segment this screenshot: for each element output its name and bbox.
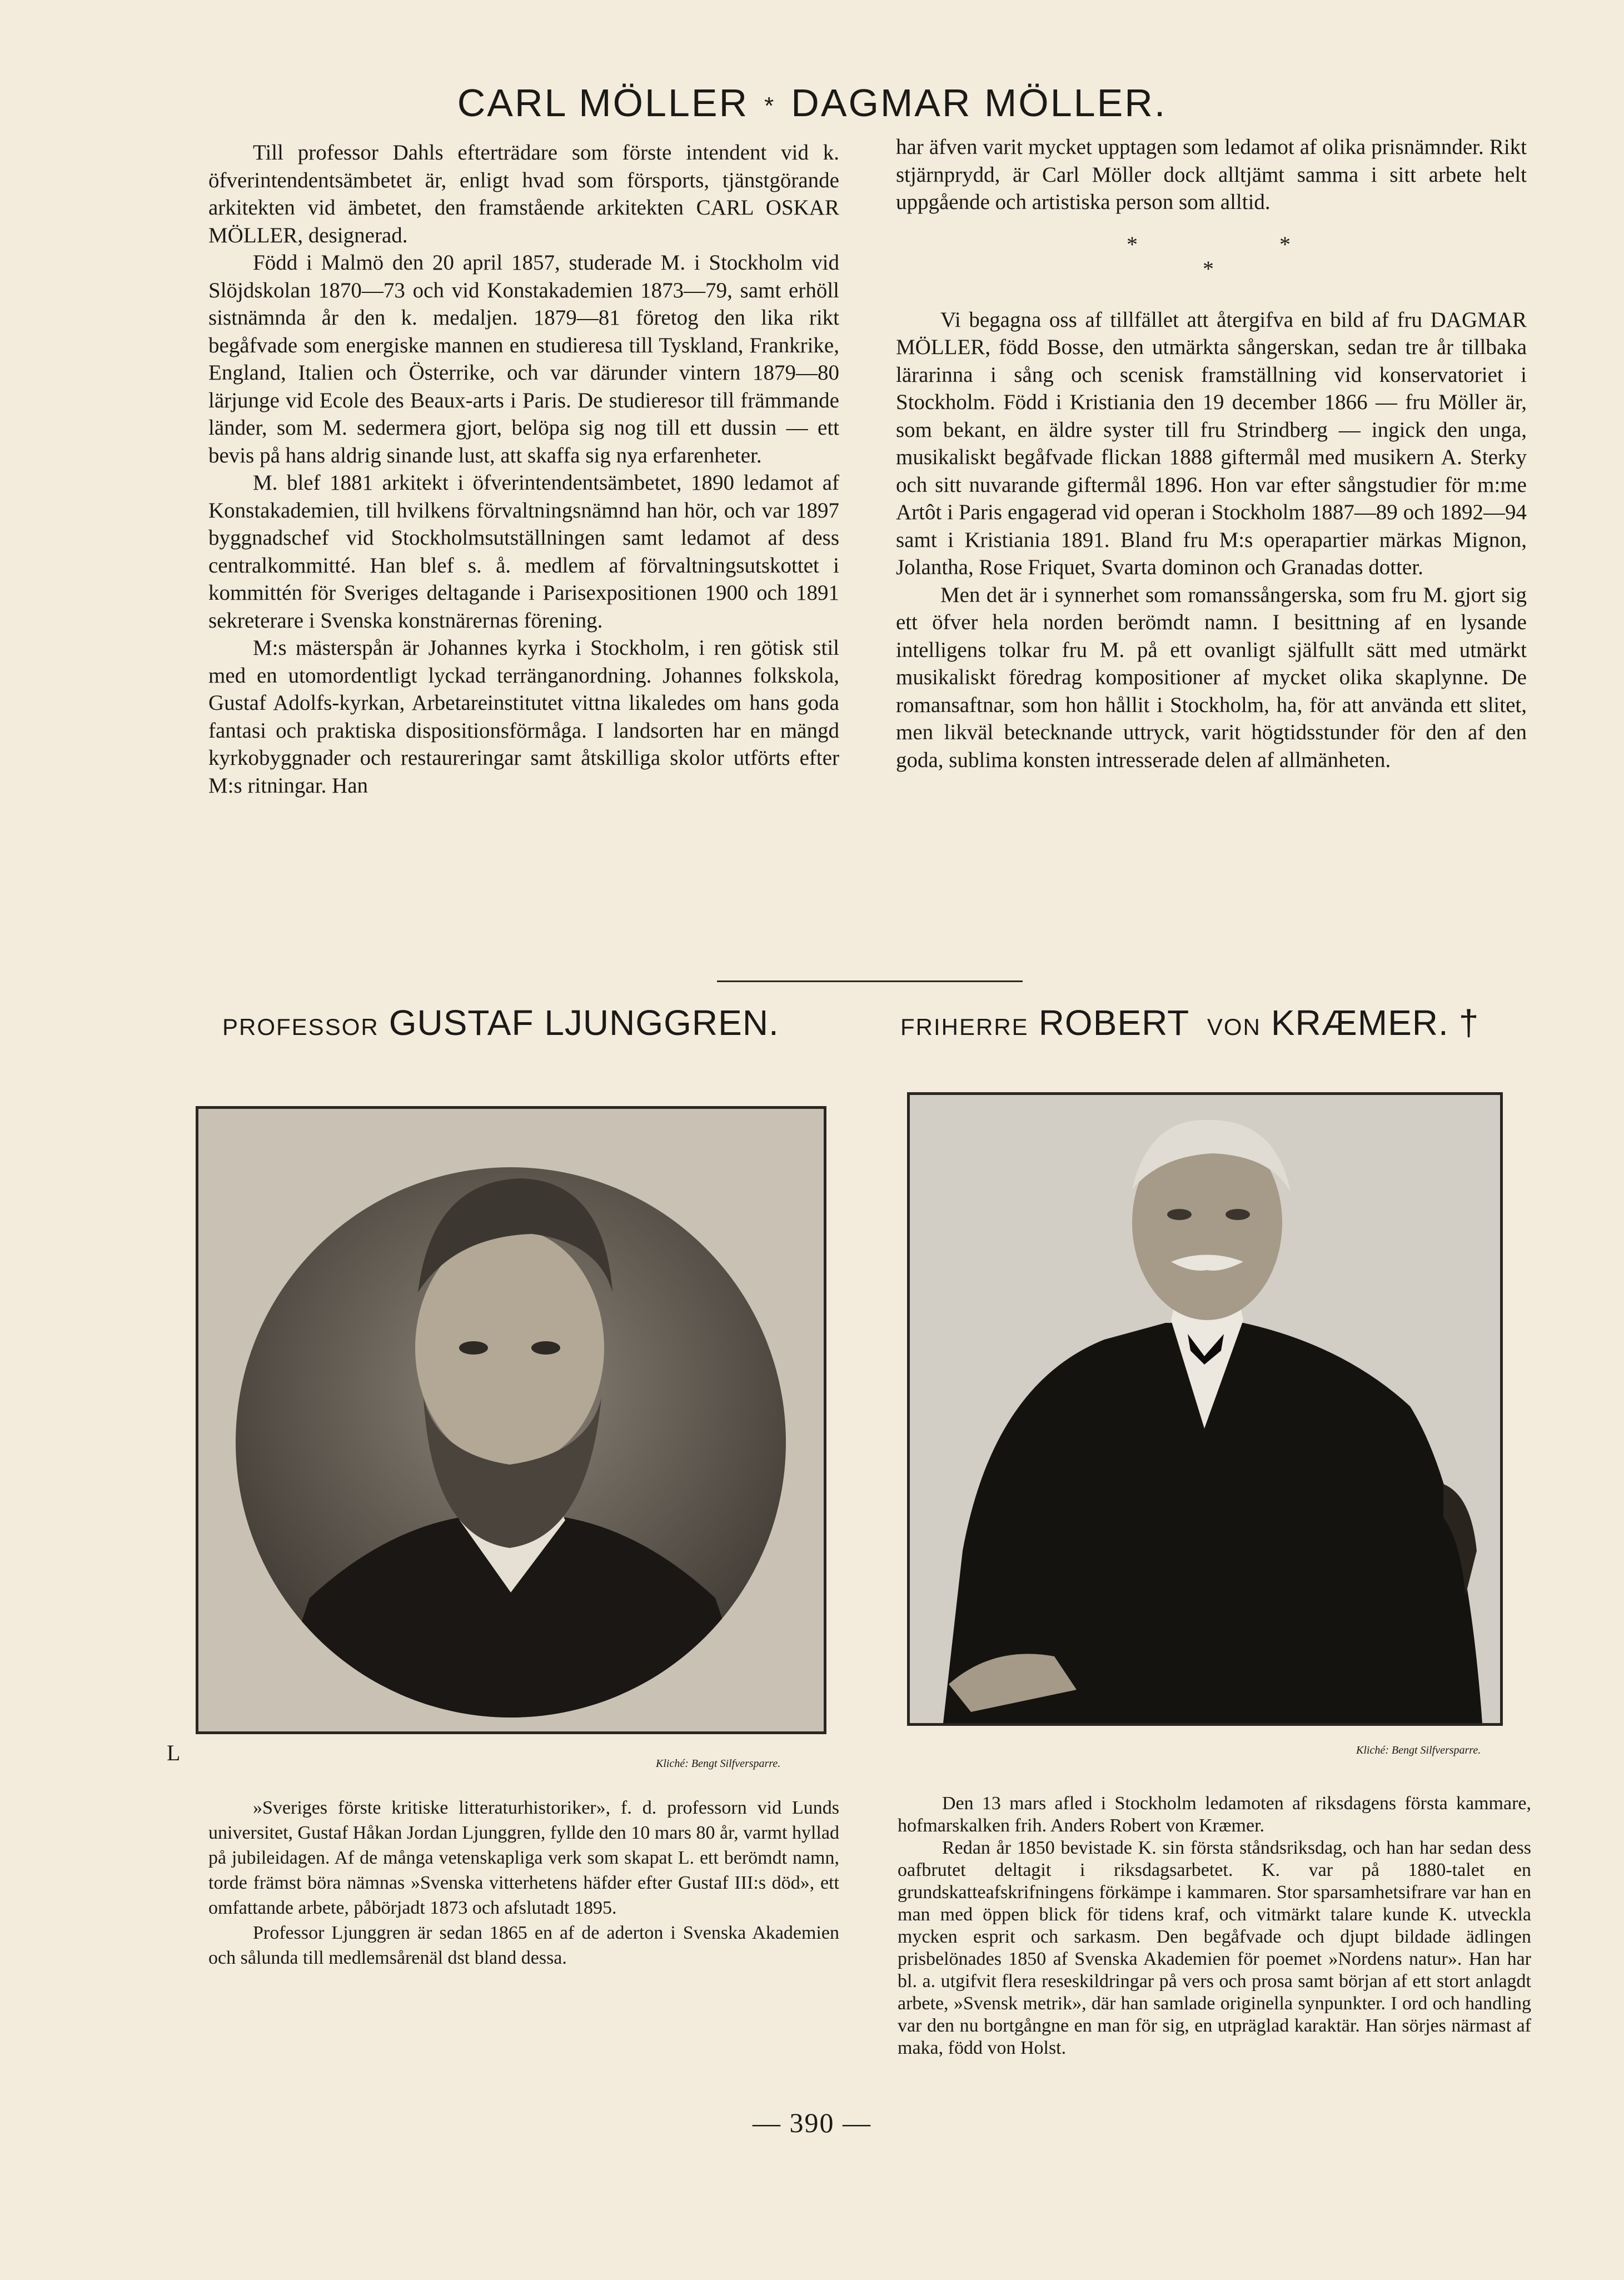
caption-ljunggren: [208, 1795, 839, 1970]
divider-rule: [717, 980, 1023, 982]
title-star: *: [764, 92, 776, 120]
article-paragraph: Född i Malmö den 20 april 1857, studerade M. i Stockholm vid Slöjdskolan 1870—73 och vid Konstakademien 1873—79, samt erhöll sistnämnda år den k. medaljen. 1879—81 företog den lika rikt begåfvade som energiske mannen en studieresa till Tyskland, Frankrike, England, Italien och Österrike, och var därunder vintern 1879—80 lärjunge vid Ecole des Beaux-arts i Paris. De studieresor till främmande länder, som M. sedermera gjort, belöpa sig nog till ett dussin — ett bevis på hans aldrig sinande lust, att skaffa sig nya erfarenheter.: [208, 251, 839, 467]
asterisk: *: [1203, 256, 1214, 281]
article-paragraph: Till professor Dahls efterträdare som förste intendent vid k. öfverintendentsämbetet är, enligt hvad som försports, tjänstgörande arkitekten vid ämbetet, den framstående arkitekten CARL OSKAR MÖLLER, designerad.: [208, 141, 839, 247]
heading-von: VON: [1207, 1014, 1261, 1040]
caption-paragraph: Redan år 1850 bevistade K. sin första ståndsriksdag, och han har sedan dess oafbrutet deltagit i riksdagsarbetet. K. var på 1880-talet en grundskatteafskrifningens förkämpe i kammaren. Stor sparsamhetsifrare var han en man med öppen blick för tidens kraf, och vitmärkt talare kunde K. utveckla mycken esprit och sarkasm. Den begåfvade och djupt bildade ädlingen prisbelönades 1850 af Svenska Akademien för poemet »Nordens natur». Han har bl. a. utgifvit flera reseskildringar på vers och prosa samt början af ett stort anlagdt arbete, »Svensk metrik», där han samlade originella synpunkter. I ord och handling var den nu bortgångne en man för sig, en utpräglad karaktär. Han sörjes närmast af maka, född von Holst.: [898, 1838, 1531, 2058]
caption-paragraph: »Sveriges förste kritiske litteraturhistoriker», f. d. professorn vid Lunds universitet, Gustaf Håkan Jordan Ljunggren, fyllde den 10 mars 80 år, varmt hyllad på jubileidagen. Af de många vetenskapliga verk som skapat L. ett berömdt namn, torde främst böra nämnas »Svenska vitterhetens häfder efter Gustaf III:s död», ett omfattande arbete, påbörjadt 1873 och afslutadt 1895.: [208, 1798, 839, 1918]
portrait-ljunggren-image: [198, 1109, 824, 1731]
asterisk: *: [1279, 231, 1291, 257]
article-paragraph: Men det är i synnerhet som romanssångerska, som fru M. gjort sig ett öfver hela norden berömdt namn. I besittning af en lysande intelligens tolkar fru M. på ett ovanligt själfullt sätt med utmärkt musikaliskt föredrag kompositioner af mycket olika skaplynne. De romansaftnar, som hon hållit i Stockholm, ha, för att använda ett slitet, men likväl betecknande uttryck, varit högtidsstunder för den af den goda, sublima konsten intresserade delen af allmänheten.: [896, 583, 1527, 772]
heading-name-last: KRÆMER.: [1271, 1003, 1449, 1043]
dagger-icon: †: [1458, 1003, 1479, 1043]
article-paragraph: M:s mästerspån är Johannes kyrka i Stockholm, i ren götisk stil med en utomordentligt lyckad terränganordning. Johannes folkskola, Gustaf Adolfs-kyrkan, Arbetareinstitutet vittna likaledes om hans goda fantasi och praktiska dispositionsförmåga. I landsorten har en mängd kyrkobyggnader och restaureringar samt åtskilliga skolor utförts efter M:s ritningar. Han: [208, 636, 839, 798]
article-carl-moller: [208, 139, 839, 799]
title-carl-moller: CARL MÖLLER: [457, 81, 749, 125]
caption-paragraph: Professor Ljunggren är sedan 1865 en af de aderton i Svenska Akademien och sålunda till medlemsårenäl dst bland dessa.: [208, 1923, 839, 1968]
article-paragraph: M. blef 1881 arkitekt i öfverintendentsämbetet, 1890 ledamot af Konstakademien, till hvilkens förvaltningsnämnd han hör, och var 1897 byggnadschef vid Stockholmsutställningen samt ledamot af dess centralkommitté. Han blef s. å. medlem af förvaltningsutskottet i kommittén för Sveriges deltagande i Parisexpositionen 1900 och 1891 sekreterare i Svenska konstnärernas förening.: [208, 471, 839, 633]
article-dagmar-moller: [896, 133, 1527, 774]
portrait-kraemer: [907, 1092, 1503, 1726]
section-separator: [896, 231, 1527, 297]
title-dagmar-moller: DAGMAR MÖLLER.: [791, 81, 1167, 125]
heading-prefix: FRIHERRE: [900, 1014, 1029, 1040]
portrait-ljunggren: [196, 1106, 826, 1734]
caption-kraemer: [898, 1793, 1531, 2059]
article-paragraph: Vi begagna oss af tillfället att återgifva en bild af fru DAGMAR MÖLLER, född Bosse, den utmärkta sångerskan, sedan tre år tillbaka lärarinna i sång och scenisk framställning vid konservatoriet i Stockholm. Född i Kristiania den 19 december 1866 — fru Möller är, som bekant, en äldre syster till fru Strindberg — ingick den unga, musikaliskt begåfvade flickan 1888 giftermål med musikern A. Sterky och sitt nuvarande giftermål 1896. Hon var efter sångstudier för m:me Artôt i Paris engagerad vid operan i Stockholm 1887—89 och 1892—94 samt i Kristiania 1891. Bland fru M:s operapartier märkas Mignon, Jolantha, Rose Friquet, Svarta dominon och Granadas dotter.: [896, 307, 1527, 579]
caption-paragraph: Den 13 mars afled i Stockholm ledamoten af riksdagens första kammare, hofmarskalken frih. Anders Robert von Kræmer.: [898, 1793, 1531, 1836]
heading-name: GUSTAF LJUNGGREN.: [388, 1003, 779, 1043]
heading-prefix: PROFESSOR: [222, 1014, 379, 1040]
heading-kraemer: [900, 1000, 1479, 1049]
article-continuation: har äfven varit mycket upptagen som ledamot af olika prisnämnder. Rikt stjärnprydd, är Carl Möller dock alltjämt samma i sitt arbete helt uppgående och artistiska person som alltid.: [896, 135, 1527, 214]
heading-ljunggren: [222, 1000, 779, 1049]
page-number: — 390 —: [753, 2107, 871, 2138]
page-title: [0, 78, 1624, 131]
photo-credit-right: Kliché: Bengt Silfversparre.: [1356, 1744, 1481, 1756]
asterisk: *: [1127, 231, 1138, 257]
margin-mark: L: [167, 1740, 181, 1765]
photo-credit-left: Kliché: Bengt Silfversparre.: [656, 1758, 781, 1770]
portrait-kraemer-image: [910, 1095, 1500, 1723]
heading-name-first: ROBERT: [1038, 1003, 1189, 1043]
